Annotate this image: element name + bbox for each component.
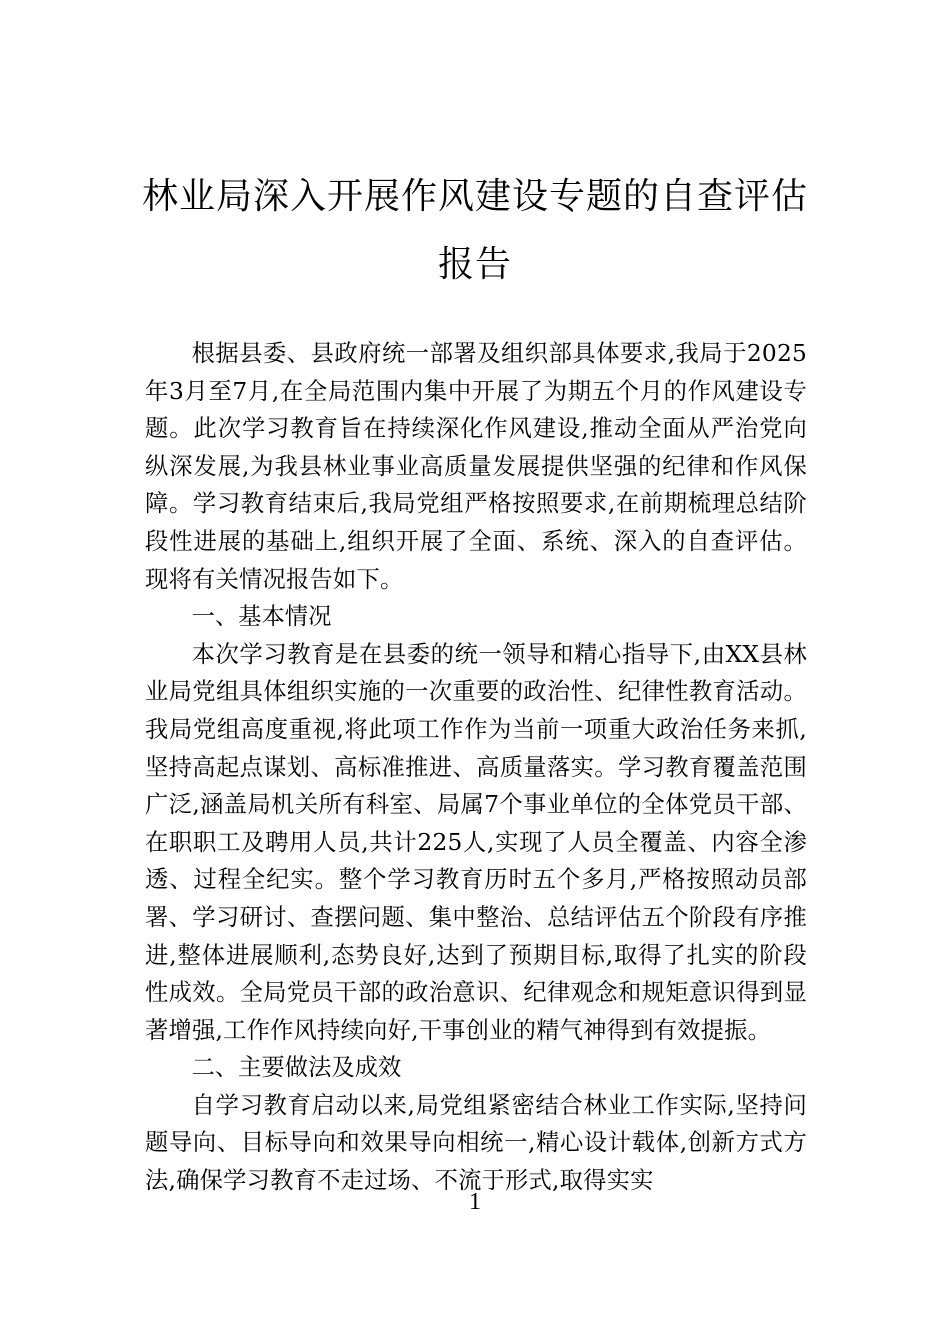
document-title-line-2: 报告 (437, 244, 512, 285)
document-title-line-1: 林业局深入开展作风建设专题的自查评估 (141, 176, 808, 217)
section-2-heading: 二、主要做法及成效 (191, 1054, 402, 1082)
page-number: 1 (469, 1189, 481, 1215)
intro-paragraph: 根据县委、县政府统一部署及组织部具体要求,我局于2025年3月至7月,在全局范围内集中开展了为期五个月的作风建设专题。此次学习教育旨在持续深化作风建设,推动全面从严治党向纵深发展,为我县林业事业高质量发展提供坚强的纪律和作风保障。学习教育结束后,我局党组严格按照要求,在前期梳理总结阶段性进展的基础上,组织开展了全面、系统、深入的自查评估。现将有关情况报告如下。 (145, 340, 807, 593)
section-1-heading: 一、基本情况 (191, 603, 332, 631)
section-2-paragraph: 自学习教育启动以来,局党组紧密结合林业工作实际,坚持问题导向、目标导向和效果导向相统一,精心设计载体,创新方式方法,确保学习教育不走过场、不流于形式,取得实实 (145, 1091, 807, 1195)
document-body (145, 335, 807, 1200)
section-1-paragraph: 本次学习教育是在县委的统一领导和精心指导下,由XX县林业局党组具体组织实施的一次重要的政治性、纪律性教育活动。我局党组高度重视,将此项工作作为当前一项重大政治任务来抓,坚持高起点谋划、高标准推进、高质量落实。学习教育覆盖范围广泛,涵盖局机关所有科室、局属7个事业单位的全体党员干部、在职职工及聘用人员,共计225人,实现了人员全覆盖、内容全渗透、过程全纪实。整个学习教育历时五个多月,严格按照动员部署、学习研讨、查摆问题、集中整治、总结评估五个阶段有序推进,整体进展顺利,态势良好,达到了预期目标,取得了扎实的阶段性成效。全局党员干部的政治意识、纪律观念和规矩意识得到显著增强,工作作风持续向好,干事创业的精气神得到有效提振。 (145, 640, 807, 1044)
